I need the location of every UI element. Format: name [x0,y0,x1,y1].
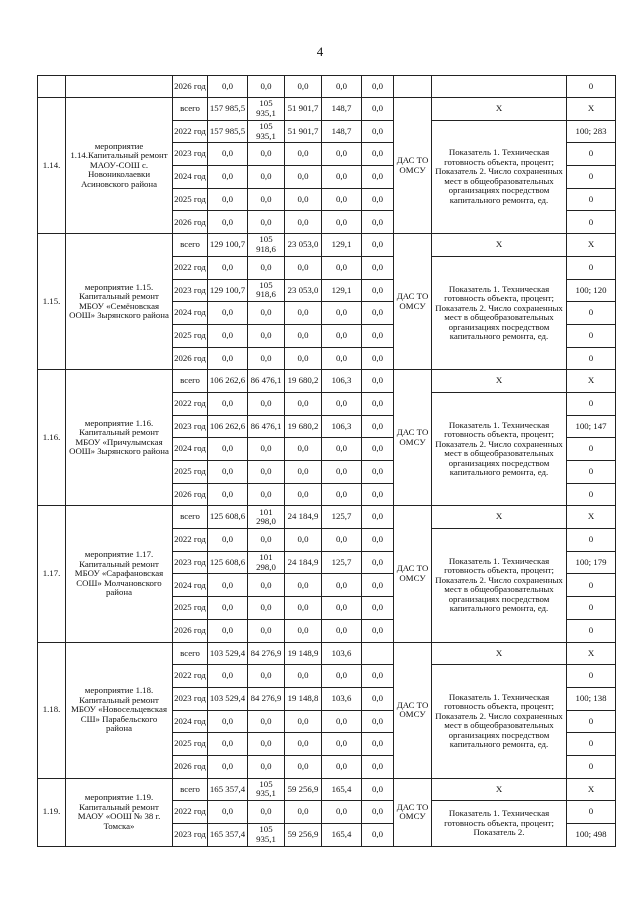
indicator-header-cell: Х [432,778,567,801]
federal-cell: 0,0 [248,324,285,347]
extra-cell: 0,0 [362,143,394,166]
regional-cell: 19 148,8 [285,687,322,710]
local-cell: 129,1 [322,234,362,257]
regional-cell: 0,0 [285,256,322,279]
indicator-value-cell: 100; 283 [567,120,616,143]
extra-cell: 0,0 [362,461,394,484]
indicator-value-cell: 100; 498 [567,824,616,847]
local-cell: 0,0 [322,256,362,279]
regional-cell: 0,0 [285,324,322,347]
extra-cell: 0,0 [362,824,394,847]
executor-cell: ДАС ТО ОМСУ [394,506,432,642]
executor-cell: ДАС ТО ОМСУ [394,642,432,778]
year-cell: всего [173,234,208,257]
table-row [38,506,616,529]
item-number: 1.15. [38,234,66,370]
local-cell: 125,7 [322,551,362,574]
total-cell: 0,0 [208,188,248,211]
total-cell: 106 262,6 [208,370,248,393]
regional-cell: 0,0 [285,755,322,778]
federal-cell: 0,0 [248,392,285,415]
extra-cell: 0,0 [362,483,394,506]
value-cell: 0,0 [285,76,322,98]
empty-cell [432,76,567,98]
regional-cell: 23 053,0 [285,279,322,302]
indicator-value-cell: 0 [567,188,616,211]
federal-cell: 84 276,9 [248,687,285,710]
total-cell: 0,0 [208,529,248,552]
federal-cell: 0,0 [248,733,285,756]
local-cell: 165,4 [322,778,362,801]
executor-cell: ДАС ТО ОМСУ [394,778,432,846]
extra-cell: 0,0 [362,801,394,824]
regional-cell: 0,0 [285,302,322,325]
regional-cell: 0,0 [285,166,322,189]
extra-cell: 0,0 [362,778,394,801]
total-cell: 0,0 [208,733,248,756]
indicator-value-cell: 0 [567,461,616,484]
federal-cell: 105 935,1 [248,98,285,121]
year-cell: 2022 год [173,665,208,688]
total-cell: 165 357,4 [208,778,248,801]
indicator-value-cell: 0 [567,211,616,234]
regional-cell: 0,0 [285,143,322,166]
indicator-header-cell: Х [432,98,567,121]
item-number: 1.18. [38,642,66,778]
federal-cell: 0,0 [248,801,285,824]
year-cell: 2024 год [173,166,208,189]
regional-cell: 59 256,9 [285,824,322,847]
regional-cell: 23 053,0 [285,234,322,257]
local-cell: 0,0 [322,710,362,733]
total-cell: 0,0 [208,461,248,484]
indicator-value-cell: Х [567,642,616,665]
year-cell: 2023 год [173,415,208,438]
extra-cell: 0,0 [362,98,394,121]
indicator-value-cell: 0 [567,755,616,778]
regional-cell: 0,0 [285,483,322,506]
table-row [38,98,616,121]
total-cell: 157 985,5 [208,120,248,143]
local-cell: 0,0 [322,755,362,778]
year-cell: всего [173,370,208,393]
local-cell: 0,0 [322,438,362,461]
total-cell: 125 608,6 [208,506,248,529]
regional-cell: 24 184,9 [285,506,322,529]
table-row [38,76,616,98]
federal-cell: 0,0 [248,619,285,642]
value-cell: 0,0 [248,76,285,98]
empty-cell [66,76,173,98]
total-cell: 0,0 [208,347,248,370]
indicator-value-cell: 0 [567,529,616,552]
indicator-value-cell: Х [567,370,616,393]
table-row [38,234,616,257]
indicator-value-cell: 0 [567,302,616,325]
table-row [38,642,616,665]
federal-cell: 105 935,1 [248,778,285,801]
indicator-value-cell: 100; 138 [567,687,616,710]
table-row [38,370,616,393]
local-cell: 0,0 [322,324,362,347]
total-cell: 129 100,7 [208,279,248,302]
total-cell: 0,0 [208,801,248,824]
local-cell: 0,0 [322,166,362,189]
total-cell: 0,0 [208,324,248,347]
federal-cell: 105 918,6 [248,279,285,302]
indicator-header-cell: Х [432,506,567,529]
extra-cell [362,642,394,665]
event-name: мероприятие 1.14.Капитальный ремонт МАОУ-СОШ с. Новониколаевки Асиновского района [66,98,173,234]
local-cell: 0,0 [322,188,362,211]
regional-cell: 0,0 [285,461,322,484]
regional-cell: 19 680,2 [285,415,322,438]
extra-cell: 0,0 [362,687,394,710]
total-cell: 0,0 [208,256,248,279]
indicator-cell: Показатель 1. Техническая готовность объекта, процент; Показатель 2. Число сохраненных мест в общеобразовательных организациях посредством капитального ремонта, ед. [432,120,567,233]
indicator-header-cell: Х [432,234,567,257]
federal-cell: 105 918,6 [248,234,285,257]
indicator-value-cell: 0 [567,574,616,597]
page-number: 4 [316,44,324,59]
value-cell: 0,0 [322,76,362,98]
regional-cell: 0,0 [285,188,322,211]
extra-cell: 0,0 [362,529,394,552]
year-cell: всего [173,778,208,801]
federal-cell: 0,0 [248,188,285,211]
regional-cell: 0,0 [285,665,322,688]
local-cell: 0,0 [322,733,362,756]
total-cell: 0,0 [208,211,248,234]
total-cell: 0,0 [208,302,248,325]
local-cell: 0,0 [322,483,362,506]
total-cell: 0,0 [208,619,248,642]
regional-cell: 0,0 [285,597,322,620]
value-cell: 0,0 [362,76,394,98]
extra-cell: 0,0 [362,415,394,438]
federal-cell: 0,0 [248,665,285,688]
extra-cell: 0,0 [362,302,394,325]
indicator-cell: Показатель 1. Техническая готовность объекта, процент; Показатель 2. Число сохраненных мест в общеобразовательных организациях посредством капитального ремонта, ед. [432,665,567,778]
year-cell: всего [173,98,208,121]
total-cell: 103 529,4 [208,642,248,665]
indicator-value-cell: 100; 147 [567,415,616,438]
local-cell: 0,0 [322,665,362,688]
item-number: 1.17. [38,506,66,642]
extra-cell: 0,0 [362,234,394,257]
total-cell: 0,0 [208,665,248,688]
year-cell: 2026 год [173,619,208,642]
year-cell: 2022 год [173,120,208,143]
extra-cell: 0,0 [362,597,394,620]
indicator-header-cell: Х [432,370,567,393]
regional-cell: 0,0 [285,211,322,234]
local-cell: 0,0 [322,801,362,824]
regional-cell: 51 901,7 [285,120,322,143]
federal-cell: 0,0 [248,597,285,620]
local-cell: 125,7 [322,506,362,529]
extra-cell: 0,0 [362,665,394,688]
federal-cell: 0,0 [248,166,285,189]
local-cell: 148,7 [322,98,362,121]
local-cell: 0,0 [322,302,362,325]
year-cell: 2025 год [173,324,208,347]
year-cell: 2022 год [173,529,208,552]
total-cell: 0,0 [208,392,248,415]
table-row [38,778,616,801]
year-cell: 2025 год [173,461,208,484]
federal-cell: 0,0 [248,143,285,166]
indicator-value-cell: 0 [567,597,616,620]
total-cell: 157 985,5 [208,98,248,121]
local-cell: 0,0 [322,392,362,415]
indicator-value-cell: Х [567,778,616,801]
federal-cell: 0,0 [248,483,285,506]
local-cell: 165,4 [322,824,362,847]
extra-cell: 0,0 [362,256,394,279]
indicator-value-cell: Х [567,234,616,257]
federal-cell: 0,0 [248,529,285,552]
federal-cell: 0,0 [248,347,285,370]
indicator-value-cell: 0 [567,710,616,733]
total-cell: 0,0 [208,755,248,778]
indicator-value-cell: 0 [567,392,616,415]
year-cell: всего [173,642,208,665]
indicator-value-cell: 0 [567,733,616,756]
indicator-value-cell: 0 [567,665,616,688]
local-cell: 0,0 [322,529,362,552]
value-cell: 0 [567,76,616,98]
regional-cell: 19 148,9 [285,642,322,665]
federal-cell: 0,0 [248,438,285,461]
regional-cell: 19 680,2 [285,370,322,393]
indicator-cell: Показатель 1. Техническая готовность объекта, процент; Показатель 2. [432,801,567,846]
local-cell: 0,0 [322,574,362,597]
local-cell: 103,6 [322,687,362,710]
executor-cell: ДАС ТО ОМСУ [394,98,432,234]
executor-cell: ДАС ТО ОМСУ [394,234,432,370]
local-cell: 0,0 [322,619,362,642]
item-number: 1.19. [38,778,66,846]
total-cell: 103 529,4 [208,687,248,710]
year-cell: 2026 год [173,483,208,506]
extra-cell: 0,0 [362,710,394,733]
regional-cell: 0,0 [285,438,322,461]
federal-cell: 86 476,1 [248,415,285,438]
local-cell: 148,7 [322,120,362,143]
indicator-value-cell: 100; 179 [567,551,616,574]
regional-cell: 51 901,7 [285,98,322,121]
regional-cell: 24 184,9 [285,551,322,574]
indicator-value-cell: 0 [567,347,616,370]
regional-cell: 0,0 [285,392,322,415]
extra-cell: 0,0 [362,370,394,393]
total-cell: 0,0 [208,438,248,461]
total-cell: 0,0 [208,597,248,620]
local-cell: 103,6 [322,642,362,665]
total-cell: 0,0 [208,710,248,733]
extra-cell: 0,0 [362,120,394,143]
local-cell: 0,0 [322,211,362,234]
local-cell: 0,0 [322,143,362,166]
year-cell: 2025 год [173,733,208,756]
event-name: мероприятие 1.19. Капитальный ремонт МАОУ «ООШ № 38 г. Томска» [66,778,173,846]
extra-cell: 0,0 [362,166,394,189]
regional-cell: 0,0 [285,529,322,552]
extra-cell: 0,0 [362,392,394,415]
federal-cell: 101 298,0 [248,506,285,529]
total-cell: 129 100,7 [208,234,248,257]
year-cell: 2023 год [173,824,208,847]
regional-cell: 0,0 [285,347,322,370]
federal-cell: 0,0 [248,256,285,279]
indicator-value-cell: Х [567,506,616,529]
local-cell: 0,0 [322,347,362,370]
event-name: мероприятие 1.16. Капитальный ремонт МБОУ «Причулымская ООШ» Зырянского района [66,370,173,506]
extra-cell: 0,0 [362,438,394,461]
federal-cell: 86 476,1 [248,370,285,393]
federal-cell: 0,0 [248,755,285,778]
total-cell: 106 262,6 [208,415,248,438]
year-cell: 2025 год [173,188,208,211]
extra-cell: 0,0 [362,347,394,370]
extra-cell: 0,0 [362,755,394,778]
extra-cell: 0,0 [362,211,394,234]
regional-cell: 0,0 [285,619,322,642]
federal-cell: 0,0 [248,211,285,234]
year-cell: 2024 год [173,438,208,461]
local-cell: 0,0 [322,461,362,484]
indicator-value-cell: 0 [567,619,616,642]
total-cell: 125 608,6 [208,551,248,574]
extra-cell: 0,0 [362,574,394,597]
indicator-value-cell: 0 [567,256,616,279]
indicator-value-cell: 100; 120 [567,279,616,302]
value-cell: 0,0 [208,76,248,98]
year-cell: 2026 год [173,755,208,778]
local-cell: 129,1 [322,279,362,302]
year-cell: 2022 год [173,256,208,279]
federal-cell: 105 935,1 [248,824,285,847]
total-cell: 165 357,4 [208,824,248,847]
indicator-value-cell: 0 [567,801,616,824]
year-cell: 2024 год [173,574,208,597]
federal-cell: 0,0 [248,574,285,597]
empty-cell [394,76,432,98]
item-number: 1.14. [38,98,66,234]
year-cell: 2022 год [173,801,208,824]
year-cell: 2023 год [173,143,208,166]
year-cell: 2024 год [173,302,208,325]
indicator-cell: Показатель 1. Техническая готовность объекта, процент; Показатель 2. Число сохраненных мест в общеобразовательных организациях посредством капитального ремонта, ед. [432,529,567,642]
event-name: мероприятие 1.18. Капитальный ремонт МБОУ «Новосельцевская СШ» Парабельского района [66,642,173,778]
total-cell: 0,0 [208,574,248,597]
total-cell: 0,0 [208,143,248,166]
extra-cell: 0,0 [362,733,394,756]
regional-cell: 0,0 [285,733,322,756]
extra-cell: 0,0 [362,551,394,574]
extra-cell: 0,0 [362,506,394,529]
local-cell: 106,3 [322,415,362,438]
federal-cell: 84 276,9 [248,642,285,665]
year-cell: 2026 год [173,211,208,234]
total-cell: 0,0 [208,483,248,506]
indicator-value-cell: 0 [567,483,616,506]
federal-cell: 105 935,1 [248,120,285,143]
total-cell: 0,0 [208,166,248,189]
item-number: 1.16. [38,370,66,506]
local-cell: 0,0 [322,597,362,620]
year-cell: 2022 год [173,392,208,415]
indicator-cell: Показатель 1. Техническая готовность объекта, процент; Показатель 2. Число сохраненных мест в общеобразовательных организациях посредством капитального ремонта, ед. [432,256,567,369]
extra-cell: 0,0 [362,188,394,211]
regional-cell: 0,0 [285,574,322,597]
regional-cell: 59 256,9 [285,778,322,801]
year-cell: 2026 год [173,347,208,370]
federal-cell: 0,0 [248,302,285,325]
regional-cell: 0,0 [285,710,322,733]
indicator-value-cell: 0 [567,438,616,461]
executor-cell: ДАС ТО ОМСУ [394,370,432,506]
indicator-cell: Показатель 1. Техническая готовность объекта, процент; Показатель 2. Число сохраненных мест в общеобразовательных организациях посредством капитального ремонта, ед. [432,392,567,505]
year-cell: 2023 год [173,551,208,574]
federal-cell: 101 298,0 [248,551,285,574]
extra-cell: 0,0 [362,619,394,642]
federal-cell: 0,0 [248,461,285,484]
year-cell: 2024 год [173,710,208,733]
year-cell: всего [173,506,208,529]
indicator-value-cell: 0 [567,166,616,189]
empty-cell [38,76,66,98]
year-cell: 2025 год [173,597,208,620]
indicator-header-cell: Х [432,642,567,665]
year-cell: 2026 год [173,76,208,98]
federal-cell: 0,0 [248,710,285,733]
extra-cell: 0,0 [362,279,394,302]
year-cell: 2023 год [173,687,208,710]
event-name: мероприятие 1.17. Капитальный ремонт МБОУ «Сарафановская СОШ» Молчановского района [66,506,173,642]
event-name: мероприятие 1.15. Капитальный ремонт МБОУ «Семёновская ООШ» Зырянского района [66,234,173,370]
program-table [37,75,616,847]
year-cell: 2023 год [173,279,208,302]
local-cell: 106,3 [322,370,362,393]
extra-cell: 0,0 [362,324,394,347]
regional-cell: 0,0 [285,801,322,824]
indicator-value-cell: 0 [567,324,616,347]
indicator-value-cell: 0 [567,143,616,166]
indicator-value-cell: Х [567,98,616,121]
